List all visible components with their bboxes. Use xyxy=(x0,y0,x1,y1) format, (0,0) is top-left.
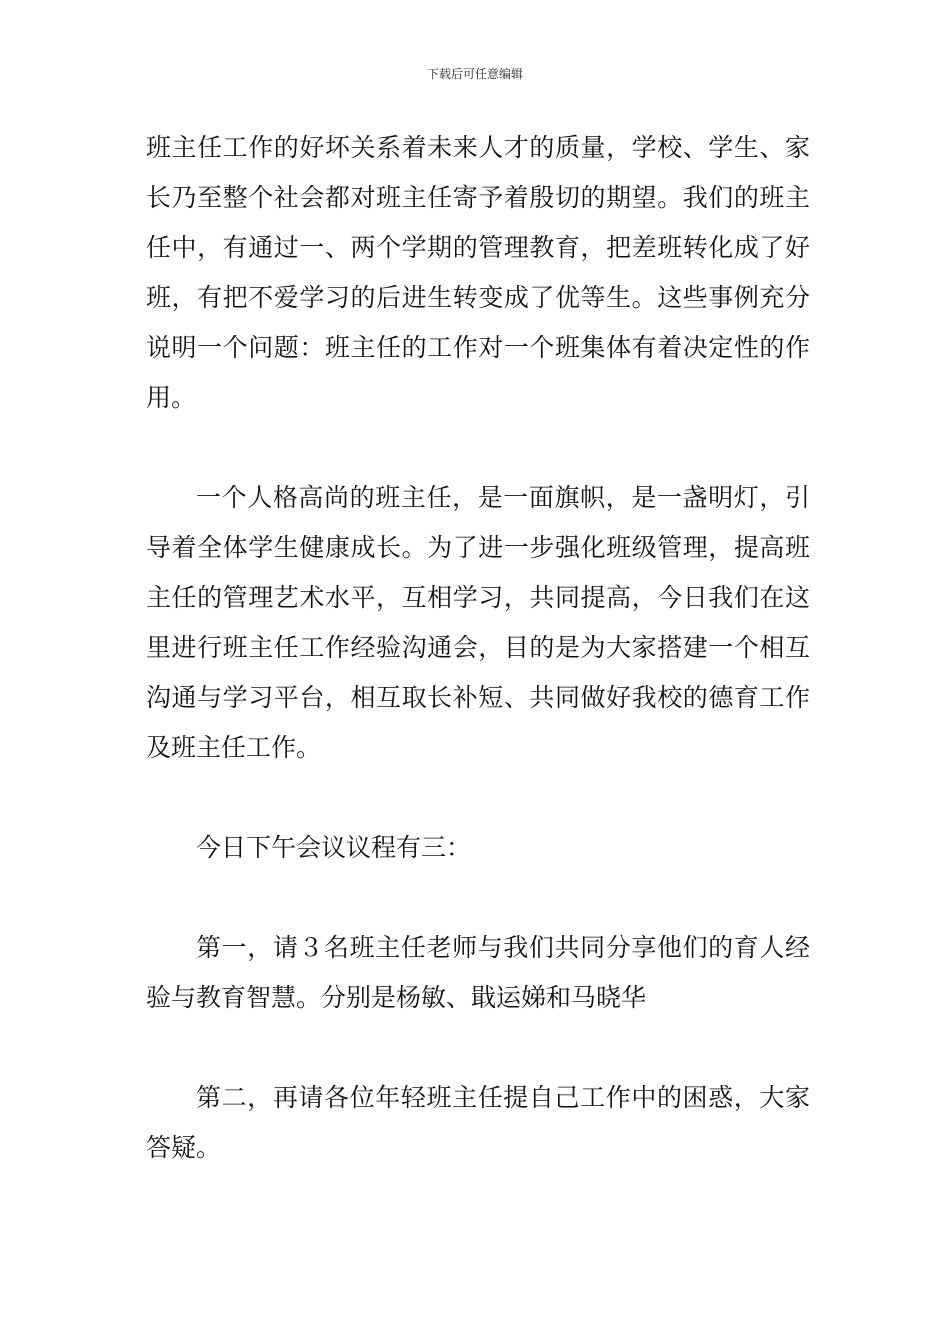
header-note: 下载后可任意编辑 xyxy=(426,67,523,81)
document-body xyxy=(146,123,810,1173)
paragraph-agenda-item-2: 第二，再请各位年轻班主任提自己工作中的困惑，大家答疑。 xyxy=(146,1083,810,1162)
paragraph-gap xyxy=(146,1023,810,1073)
paragraph-purpose: 一个人格高尚的班主任，是一面旗帜，是一盏明灯，引导着全体学生健康成长。为了进一步强化班级管理，提高班主任的管理艺术水平，互相学习，共同提高，今日我们在这里进行班主任工作经验沟通会，目的是为大家搭建一个相互沟通与学习平台，相互取长补短、共同做好我校的德育工作及班主任工作。 xyxy=(146,483,810,762)
paragraph-intro: 班主任工作的好坏关系着未来人才的质量，学校、学生、家长乃至整个社会都对班主任寄予着殷切的期望。我们的班主任中，有通过一、两个学期的管理教育，把差班转化成了好班，有把不爱学习的后进生转变成了优等生。这些事例充分说明一个问题：班主任的工作对一个班集体有着决定性的作用。 xyxy=(146,133,810,412)
paragraph-gap xyxy=(146,423,810,473)
paragraph-agenda-item-1: 第一，请３名班主任老师与我们共同分享他们的育人经验与教育智慧。分别是杨敏、戢运娣和马晓华 xyxy=(146,933,810,1012)
paragraph-agenda-heading: 今日下午会议议程有三： xyxy=(196,833,472,862)
paragraph-gap xyxy=(146,773,810,823)
paragraph-gap xyxy=(146,873,810,923)
